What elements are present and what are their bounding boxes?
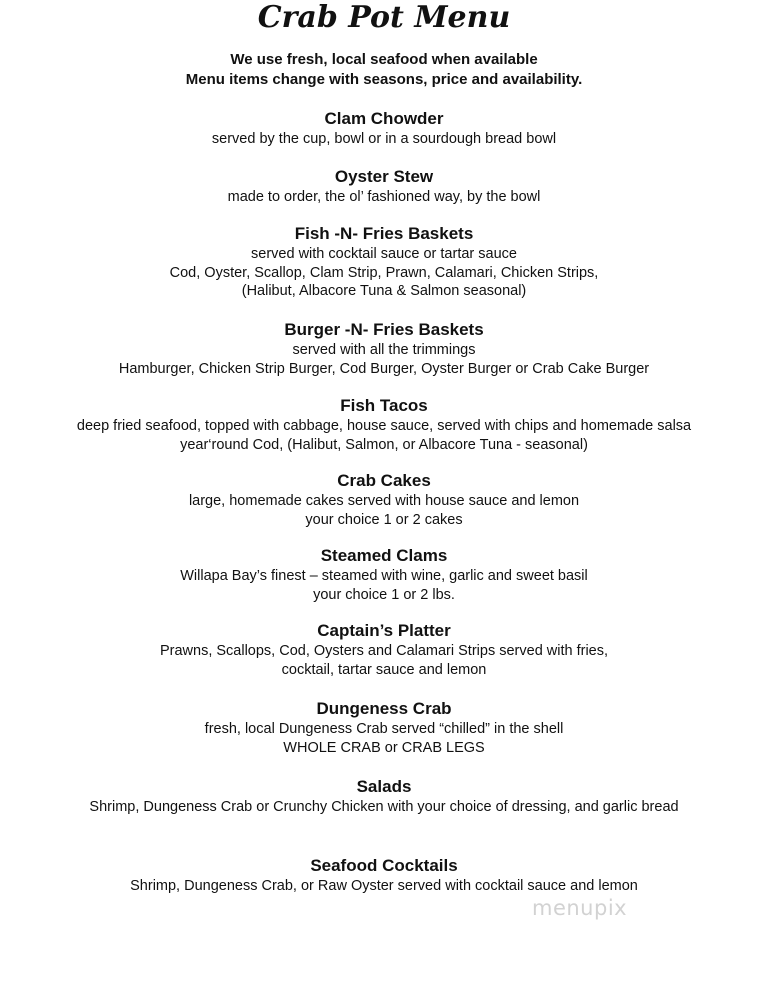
section-line: large, homemade cakes served with house sauce and lemon [188, 493, 580, 509]
section-line: fresh, local Dungeness Crab served “chilled” in the shell [204, 721, 564, 737]
section-salads [0, 776, 768, 817]
section-crab-cakes [0, 470, 768, 529]
section-dungeness-crab [0, 698, 768, 757]
section-heading: Steamed Clams [320, 546, 448, 565]
section-oyster-stew [0, 166, 768, 207]
section-captains-platter [0, 620, 768, 679]
section-line: Willapa Bay’s finest – steamed with wine, garlic and sweet basil [180, 568, 588, 584]
intro-line: Menu items change with seasons, price and availability. [185, 71, 583, 88]
section-line: served with all the trimmings [292, 342, 476, 358]
section-line: deep fried seafood, topped with cabbage, house sauce, served with chips and homemade salsa [76, 418, 692, 434]
menu-intro [0, 50, 768, 90]
section-heading: Seafood Cocktails [310, 856, 458, 875]
section-fish-tacos [0, 395, 768, 454]
section-line: Cod, Oyster, Scallop, Clam Strip, Prawn, Calamari, Chicken Strips, [169, 264, 599, 281]
section-line: made to order, the ol’ fashioned way, by the bowl [227, 189, 541, 205]
section-heading: Salads [356, 777, 412, 796]
section-line: Shrimp, Dungeness Crab, or Raw Oyster served with cocktail sauce and lemon [130, 878, 638, 894]
section-line: served by the cup, bowl or in a sourdough bread bowl [211, 131, 557, 147]
menu-title: Crab Pot Menu [257, 0, 511, 35]
section-line: year‘round Cod, (Halibut, Salmon, or Albacore Tuna - seasonal) [180, 436, 588, 453]
section-line: Hamburger, Chicken Strip Burger, Cod Burger, Oyster Burger or Crab Cake Burger [118, 360, 650, 377]
watermark-logo: menupix [532, 896, 628, 920]
section-burger-fries-baskets [0, 319, 768, 378]
section-line: served with cocktail sauce or tartar sauce [251, 246, 517, 262]
section-seafood-cocktails [0, 855, 768, 896]
section-heading: Fish Tacos [340, 396, 428, 415]
section-heading: Oyster Stew [334, 167, 434, 186]
section-line: Prawns, Scallops, Cod, Oysters and Calamari Strips served with fries, [159, 643, 609, 659]
section-line: cocktail, tartar sauce and lemon [281, 661, 487, 678]
section-line: your choice 1 or 2 cakes [305, 511, 463, 528]
section-line: WHOLE CRAB or CRAB LEGS [283, 739, 485, 756]
section-line: (Halibut, Albacore Tuna & Salmon seasonal) [241, 283, 527, 299]
section-heading: Captain’s Platter [317, 621, 451, 640]
section-heading: Burger -N- Fries Baskets [284, 320, 484, 339]
intro-line: We use fresh, local seafood when available [230, 51, 538, 68]
section-steamed-clams [0, 545, 768, 604]
section-line: Shrimp, Dungeness Crab or Crunchy Chicken with your choice of dressing, and garlic bread [89, 799, 679, 815]
section-heading: Crab Cakes [337, 471, 431, 490]
section-heading: Dungeness Crab [316, 699, 452, 718]
section-line: your choice 1 or 2 lbs. [313, 586, 455, 603]
section-clam-chowder [0, 108, 768, 149]
section-heading: Fish -N- Fries Baskets [294, 224, 474, 243]
section-fish-fries-baskets [0, 223, 768, 301]
section-heading: Clam Chowder [324, 109, 444, 128]
